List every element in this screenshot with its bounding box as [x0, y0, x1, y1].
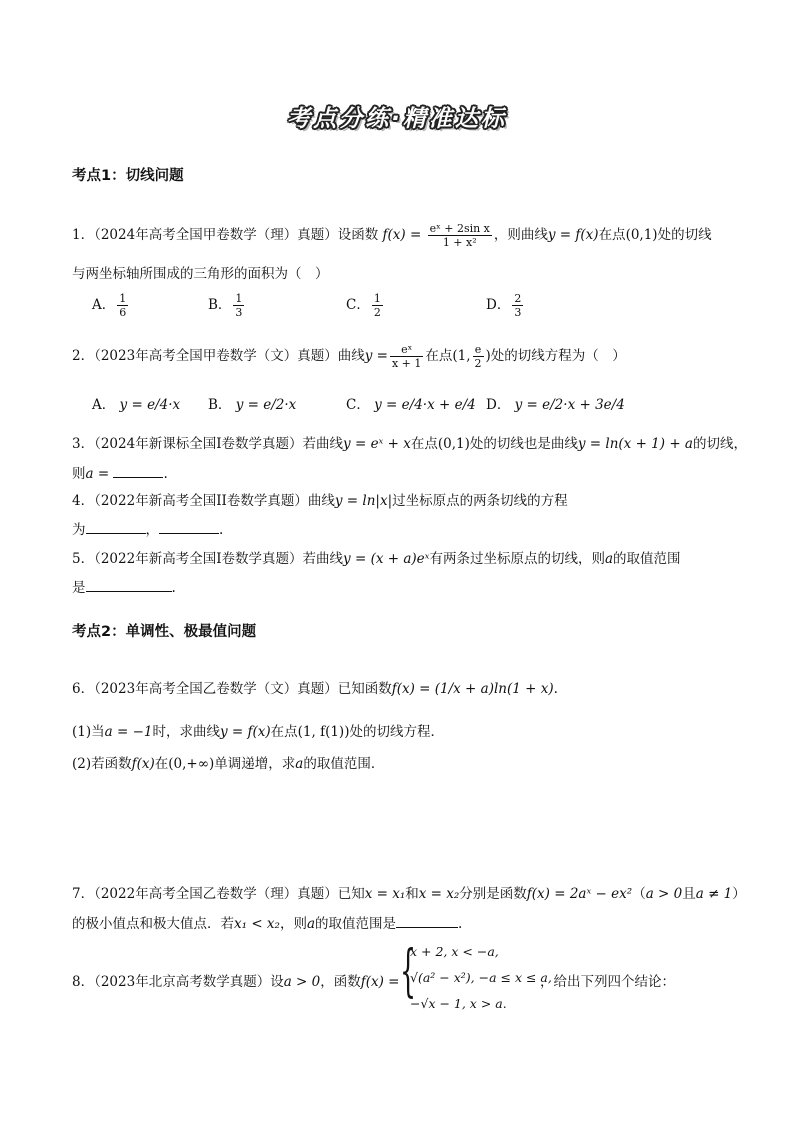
piecewise-brace: {	[400, 939, 417, 1004]
problem-1-line-2: 与两坐标轴所围成的三角形的面积为（ ）	[72, 266, 329, 282]
math-answer: y = e/4·x	[119, 397, 181, 413]
math-fx: f(x)	[382, 227, 406, 243]
math-answer: y = e/4·x + e/4	[374, 397, 476, 413]
problem-4-line-1	[72, 489, 568, 509]
math-curve: y = f(x)	[547, 227, 599, 243]
math-point: (1, f(1))	[297, 724, 350, 740]
option-b	[208, 393, 296, 413]
text: 处的切线也是曲线	[469, 436, 578, 452]
math-condition: x₁ < x₂	[234, 916, 280, 932]
text: 的取值范围	[613, 551, 681, 567]
problem-6-part-1	[72, 720, 444, 740]
text: 单调递增，求	[214, 756, 296, 772]
answer-blank[interactable]	[159, 521, 219, 534]
text: ，则曲线	[493, 227, 548, 243]
problem-1-line-1	[72, 222, 712, 249]
option-label: D．	[486, 297, 511, 313]
math-point: (1,	[452, 348, 471, 364]
problem-8-line-1	[72, 970, 400, 990]
text: 的取值范围是	[315, 916, 397, 932]
math-function: f(x) = (1/x + a)ln(1 + x)	[391, 681, 554, 697]
answer-blank[interactable]	[86, 521, 146, 534]
denominator: 2	[373, 306, 381, 319]
problem-source: （2023年高考全国甲卷数学（文）真题）曲线	[94, 348, 365, 364]
numerator: 1	[119, 292, 127, 305]
text: 是	[72, 580, 86, 596]
text: 分别是函数	[459, 886, 527, 902]
numerator: eˣ + 2sin x	[429, 222, 490, 235]
text: 处的切线	[657, 227, 712, 243]
text: 为	[72, 522, 86, 538]
page-title: 考点分练·精准达标	[287, 106, 507, 132]
math-curve: y = eˣ + x	[343, 436, 411, 452]
math-curve: y = (x + a)eˣ	[343, 551, 430, 567]
problem-5-line-2: 是 .	[72, 580, 176, 596]
math-condition: a ≠ 1	[695, 886, 733, 902]
math-var: a	[295, 756, 304, 772]
answer-blank[interactable]	[86, 579, 172, 592]
math-var: a = −1	[104, 724, 153, 740]
problem-source: （2024年新课标全国Ⅰ卷数学真题）若曲线	[94, 436, 344, 452]
numerator: 2	[514, 292, 522, 305]
math-interval: (0,+∞)	[168, 756, 215, 772]
text: 在点	[598, 227, 626, 243]
text: 在	[154, 756, 169, 772]
problem-source: （2024年高考全国甲卷数学（理）真题）设函数	[94, 227, 379, 243]
numerator: e	[474, 343, 482, 356]
text: 的极小值点和极大值点．若	[72, 916, 234, 932]
math-var: x = x₂	[418, 886, 460, 902]
denominator: 3	[514, 306, 522, 319]
fraction	[428, 222, 492, 249]
problem-number: 4．	[72, 493, 95, 509]
option-label: C．	[346, 297, 370, 313]
text: ，	[145, 522, 159, 538]
text: 过坐标原点的两条切线的方程	[392, 493, 568, 509]
math-eq: =	[409, 227, 422, 243]
numerator: 1	[235, 292, 243, 305]
problem-source: （2023年高考全国乙卷数学（文）真题）已知函数	[94, 681, 392, 697]
math-var: a	[604, 551, 614, 567]
problem-7-line-2: 的极小值点和极大值点．若x₁ < x₂，则a的取值范围是 .	[72, 916, 463, 932]
math-function: f(x) = 2aˣ − ex²	[526, 886, 633, 902]
problem-source: （2022年新高考全国II卷数学真题）曲线	[94, 493, 335, 509]
problem-5-line-1	[72, 547, 681, 567]
math-point: (0,1)	[625, 227, 658, 243]
denominator: 3	[235, 306, 243, 319]
piecewise-case-1: x + 2, x < −a,	[410, 944, 499, 959]
text: 在点	[410, 436, 438, 452]
math-condition: a > 0	[283, 974, 321, 990]
numerator: 1	[373, 292, 381, 305]
denominator: 1 + x²	[428, 235, 492, 249]
option-label: A．	[92, 397, 116, 413]
option-label: B．	[208, 397, 232, 413]
option-label: A．	[92, 297, 116, 313]
math-var: a	[306, 916, 316, 932]
text: 且	[682, 886, 696, 902]
problem-number: 1．	[72, 227, 95, 243]
section-heading-1: 考点1：切线问题	[72, 168, 184, 184]
math-var: a =	[85, 466, 110, 482]
option-b	[208, 292, 246, 319]
option-d	[486, 292, 525, 319]
problem-2-line-1	[72, 343, 626, 370]
problem-source: （2023年北京高考数学真题）设	[94, 974, 284, 990]
problem-4-line-2: 为 ， .	[72, 522, 224, 538]
math-curve: y = ln(x + 1) + a	[577, 436, 693, 452]
problem-number: 5．	[72, 551, 95, 567]
denominator: 6	[119, 306, 127, 319]
text: 的切线，	[692, 436, 747, 452]
piecewise-case-2: √(a² − x²), −a ≤ x ≤ a,	[410, 970, 552, 985]
option-label: C．	[346, 397, 370, 413]
math-curve: y =	[364, 348, 388, 364]
problem-number: 6．	[72, 681, 95, 697]
option-a	[92, 292, 130, 319]
option-label: B．	[208, 297, 232, 313]
problem-number: 2．	[72, 348, 95, 364]
math-answer: y = e/2·x + 3e/4	[514, 397, 625, 413]
math-function: f(x) =	[360, 974, 400, 990]
text: 有两条过坐标原点的切线，则	[429, 551, 605, 567]
problem-6-part-2	[72, 752, 384, 772]
problem-number: 3．	[72, 436, 95, 452]
math-answer: y = e/2·x	[235, 397, 297, 413]
option-c	[346, 393, 476, 413]
denominator: 2	[474, 357, 482, 370]
text: 在点	[270, 724, 298, 740]
math-point: (0,1)	[437, 436, 470, 452]
option-d	[486, 393, 625, 413]
problem-8-tail: ，给出下列四个结论：	[540, 974, 675, 990]
math-var: x = x₁	[364, 886, 406, 902]
text: 则	[72, 466, 86, 482]
text: ）	[732, 886, 746, 902]
answer-blank[interactable]	[113, 465, 163, 478]
denominator: x + 1	[391, 357, 422, 370]
math-point: )	[485, 348, 491, 364]
problem-source: （2022年新高考全国I卷数学真题）若曲线	[94, 551, 344, 567]
problem-source: （2022年高考全国乙卷数学（理）真题）已知	[94, 886, 365, 902]
answer-blank[interactable]	[396, 915, 458, 928]
problem-number: 7．	[72, 886, 95, 902]
text: 的取值范围．	[303, 756, 385, 772]
text: (1)当	[72, 724, 105, 740]
numerator: eˣ	[401, 343, 413, 356]
option-a	[92, 393, 180, 413]
math-function: f(x)	[131, 756, 155, 772]
math-curve: y = ln|x|	[334, 493, 393, 509]
text: ，则	[279, 916, 307, 932]
option-label: D．	[486, 397, 511, 413]
math-condition: a > 0	[645, 886, 683, 902]
problem-3-line-2: 则a = .	[72, 466, 168, 482]
math-curve: y = f(x)	[219, 724, 271, 740]
text: 时，求曲线	[152, 724, 220, 740]
problem-3-line-1	[72, 432, 747, 452]
piecewise-case-3: −√x − 1, x > a.	[410, 996, 507, 1011]
section-heading-2: 考点2：单调性、极最值问题	[72, 624, 257, 640]
problem-7-line-1	[72, 882, 746, 902]
text: (2)若函数	[72, 756, 132, 772]
text: 和	[405, 886, 419, 902]
text: ，函数	[320, 974, 361, 990]
text: 处的切线方程为（ ）	[490, 348, 626, 364]
text: 处的切线方程．	[349, 724, 444, 740]
text: （	[632, 886, 646, 902]
option-c	[346, 292, 385, 319]
text: 在点	[425, 348, 453, 364]
problem-number: 8．	[72, 974, 95, 990]
problem-6-line-1: 6．（2023年高考全国乙卷数学（文）真题）已知函数f(x) = (1/x + a)ln(1 + x).	[72, 681, 558, 697]
